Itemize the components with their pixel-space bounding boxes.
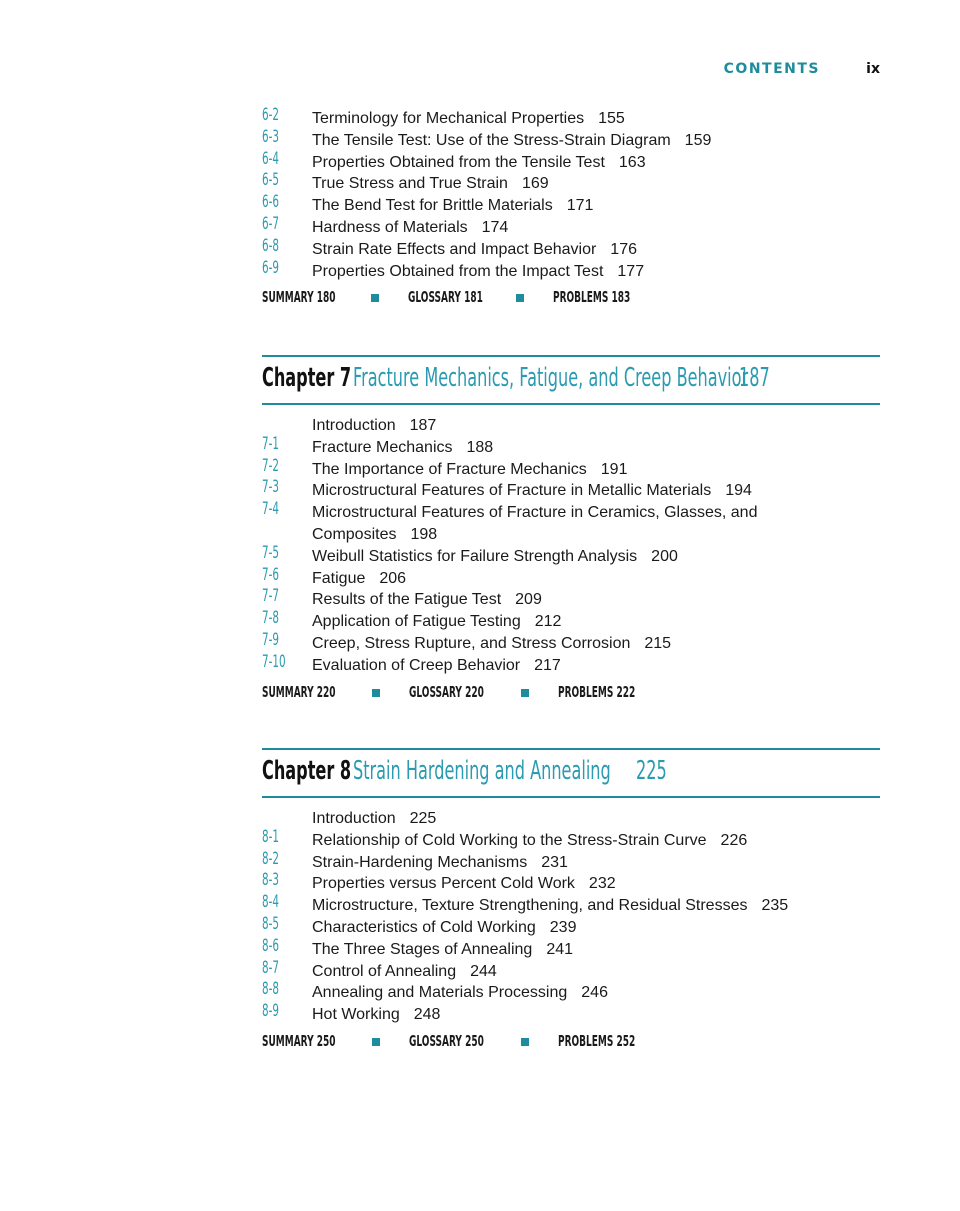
chapter-title: Strain Hardening and Annealing: [353, 756, 611, 786]
section-title: Fatigue: [312, 569, 366, 587]
toc-entry[interactable]: [262, 455, 880, 481]
section-title: Fracture Mechanics: [312, 438, 453, 456]
section-page: 209: [515, 591, 542, 609]
toc-entry[interactable]: [262, 235, 880, 261]
section-title: Hardness of Materials: [312, 218, 468, 236]
section-title: Results of the Fatigue Test: [312, 591, 502, 609]
chapter-page: 225: [636, 756, 667, 786]
section-page: 217: [534, 656, 561, 674]
separator-square-icon: [372, 1038, 380, 1046]
toc-entry[interactable]: [262, 651, 880, 677]
toc-entry[interactable]: [262, 848, 880, 874]
section-title: Creep, Stress Rupture, and Stress Corrosion: [312, 634, 631, 652]
toc-entry[interactable]: [262, 979, 880, 1004]
toc-entry[interactable]: [262, 892, 880, 917]
section-title: Annealing and Materials Processing: [312, 984, 568, 1002]
glossary-link[interactable]: GLOSSARY 250: [409, 1031, 484, 1050]
section-title: Application of Fatigue Testing: [312, 613, 521, 631]
section-page: 244: [470, 962, 497, 980]
toc-entry[interactable]: [262, 148, 880, 174]
glossary-link[interactable]: GLOSSARY 220: [409, 682, 484, 701]
toc-entry[interactable]: [262, 629, 880, 655]
toc-entry[interactable]: [262, 213, 880, 239]
section-number: 6-5: [262, 170, 279, 191]
problems-link[interactable]: PROBLEMS 222: [558, 682, 636, 701]
section-page: 159: [684, 131, 712, 149]
toc-entry[interactable]: [262, 170, 880, 195]
section-page: 215: [644, 634, 672, 652]
toc-entry[interactable]: [262, 477, 880, 502]
toc-entry[interactable]: [262, 586, 880, 611]
toc-entry-introduction[interactable]: [262, 415, 880, 437]
section-number: 8-9: [262, 1001, 279, 1022]
toc-entry[interactable]: [262, 542, 880, 568]
toc-entry[interactable]: [262, 826, 880, 852]
toc-entry[interactable]: [262, 935, 880, 961]
section-page: 206: [379, 569, 407, 587]
toc-entry[interactable]: [262, 192, 880, 217]
chapter-8-heading[interactable]: [262, 748, 880, 798]
section-number: 6-6: [262, 192, 279, 213]
section-number: 7-1: [262, 433, 279, 454]
running-header: [262, 61, 880, 81]
section-number: 8-4: [262, 892, 279, 913]
summary-link[interactable]: SUMMARY 220: [262, 682, 336, 701]
section-page: 226: [720, 831, 748, 849]
section-number: 6-9: [262, 257, 279, 278]
separator-square-icon: [371, 294, 379, 302]
toc-entry[interactable]: [262, 870, 880, 895]
section-page: 188: [466, 438, 494, 456]
chapter-end-matter: [262, 683, 880, 705]
section-page: 239: [549, 918, 577, 936]
section-number: 7-3: [262, 477, 279, 498]
section-page: 241: [546, 940, 574, 958]
section-number: 8-6: [262, 935, 279, 956]
chapter-label: Chapter 7: [262, 363, 352, 393]
section-title: Weibull Statistics for Failure Strength Analysis: [312, 547, 638, 565]
section-title: The Bend Test for Brittle Materials: [312, 197, 553, 215]
section-page: 225: [409, 810, 437, 827]
section-title: Evaluation of Creep Behavior: [312, 656, 521, 674]
section-number: 6-4: [262, 148, 279, 169]
section-title: Microstructure, Texture Strengthening, and Residual Stresses: [312, 897, 748, 915]
section-number: 8-8: [262, 979, 279, 1000]
section-title: Properties Obtained from the Tensile Test: [312, 153, 605, 171]
chapter-7-sections: [262, 415, 880, 705]
section-page: 235: [761, 897, 789, 915]
chapter-title: Fracture Mechanics, Fatigue, and Creep Behavior: [353, 363, 749, 393]
section-page: 191: [600, 460, 628, 478]
section-number: 8-5: [262, 913, 279, 934]
section-page: 177: [617, 262, 645, 280]
chapter-end-matter: [262, 1032, 880, 1054]
section-number: 8-7: [262, 957, 279, 978]
chapter-7-heading[interactable]: [262, 355, 880, 405]
section-page: 198: [410, 525, 438, 543]
toc-entry[interactable]: [262, 433, 880, 459]
section-title: Strain Rate Effects and Impact Behavior: [312, 240, 597, 258]
section-number: 7-2: [262, 455, 279, 476]
toc-entry[interactable]: [262, 957, 880, 983]
section-number: 7-6: [262, 564, 279, 585]
section-page: 169: [521, 175, 549, 193]
section-title: The Importance of Fracture Mechanics: [312, 460, 587, 478]
section-title: Control of Annealing: [312, 962, 457, 980]
separator-square-icon: [521, 1038, 529, 1046]
section-title: The Three Stages of Annealing: [312, 940, 533, 958]
section-title: True Stress and True Strain: [312, 175, 508, 193]
section-title: Properties versus Percent Cold Work: [312, 875, 575, 893]
section-title: Relationship of Cold Working to the Stress-Strain Curve: [312, 831, 707, 849]
section-page: 176: [610, 240, 637, 258]
header-title: CONTENTS: [723, 61, 820, 77]
separator-square-icon: [372, 689, 380, 697]
section-title: Introduction: [312, 417, 396, 434]
glossary-link[interactable]: GLOSSARY 181: [408, 288, 483, 307]
section-title: Microstructural Features of Fracture in Metallic Materials: [312, 482, 712, 500]
problems-link[interactable]: PROBLEMS 252: [558, 1031, 636, 1050]
chapter-8-sections: [262, 808, 880, 1054]
toc-entry[interactable]: [262, 126, 880, 152]
toc-entry[interactable]: [262, 1001, 880, 1026]
section-number: 7-4: [262, 499, 279, 520]
section-page: 232: [588, 875, 616, 893]
section-title: Microstructural Features of Fracture in Ceramics, Glasses, and: [312, 504, 758, 522]
section-number: 8-3: [262, 870, 279, 891]
section-number: 6-3: [262, 126, 279, 147]
problems-link[interactable]: PROBLEMS 183: [553, 288, 631, 307]
section-page: 231: [541, 853, 568, 871]
toc-entry[interactable]: [262, 257, 880, 283]
toc-entry[interactable]: [262, 105, 880, 130]
toc-entry-introduction[interactable]: [262, 808, 880, 830]
section-page: 194: [725, 482, 752, 500]
chapter-page: 187: [739, 363, 770, 393]
section-number: 7-8: [262, 608, 279, 629]
section-page: 171: [566, 197, 594, 215]
section-number: 6-2: [262, 105, 279, 125]
section-number: 7-7: [262, 586, 279, 607]
section-title-continued: Composites: [312, 525, 397, 543]
toc-entry[interactable]: [262, 913, 880, 939]
section-number: 6-8: [262, 235, 279, 256]
toc-entry[interactable]: [262, 608, 880, 633]
toc-entry[interactable]: [262, 564, 880, 590]
section-title: Characteristics of Cold Working: [312, 918, 536, 936]
chapter-label: Chapter 8: [262, 756, 352, 786]
separator-square-icon: [521, 689, 529, 697]
section-title: The Tensile Test: Use of the Stress-Strain Diagram: [312, 131, 671, 149]
section-page: 246: [581, 984, 608, 1002]
section-page: 187: [409, 417, 437, 434]
section-number: 6-7: [262, 213, 279, 234]
separator-square-icon: [516, 294, 524, 302]
section-title: Hot Working: [312, 1006, 400, 1024]
chapter-end-matter: [262, 288, 880, 310]
section-title: Properties Obtained from the Impact Test: [312, 262, 604, 280]
section-page: 248: [413, 1006, 441, 1024]
header-page-number: ix: [866, 61, 880, 77]
section-page: 174: [481, 218, 509, 236]
section-number: 7-9: [262, 629, 279, 650]
section-number: 7-5: [262, 542, 279, 563]
section-page: 155: [598, 110, 625, 127]
section-title: Terminology for Mechanical Properties: [312, 110, 585, 127]
section-title: Strain-Hardening Mechanisms: [312, 853, 528, 871]
summary-link[interactable]: SUMMARY 180: [262, 288, 336, 307]
section-number: 8-1: [262, 826, 279, 847]
section-number: 7-10: [262, 651, 286, 672]
section-page: 212: [534, 613, 562, 631]
toc-entry[interactable]: [262, 499, 880, 546]
summary-link[interactable]: SUMMARY 250: [262, 1031, 336, 1050]
section-number: 8-2: [262, 848, 279, 869]
section-title: Introduction: [312, 810, 396, 827]
section-page: 163: [618, 153, 646, 171]
chapter-6-sections: [262, 105, 880, 310]
section-page: 200: [651, 547, 678, 565]
